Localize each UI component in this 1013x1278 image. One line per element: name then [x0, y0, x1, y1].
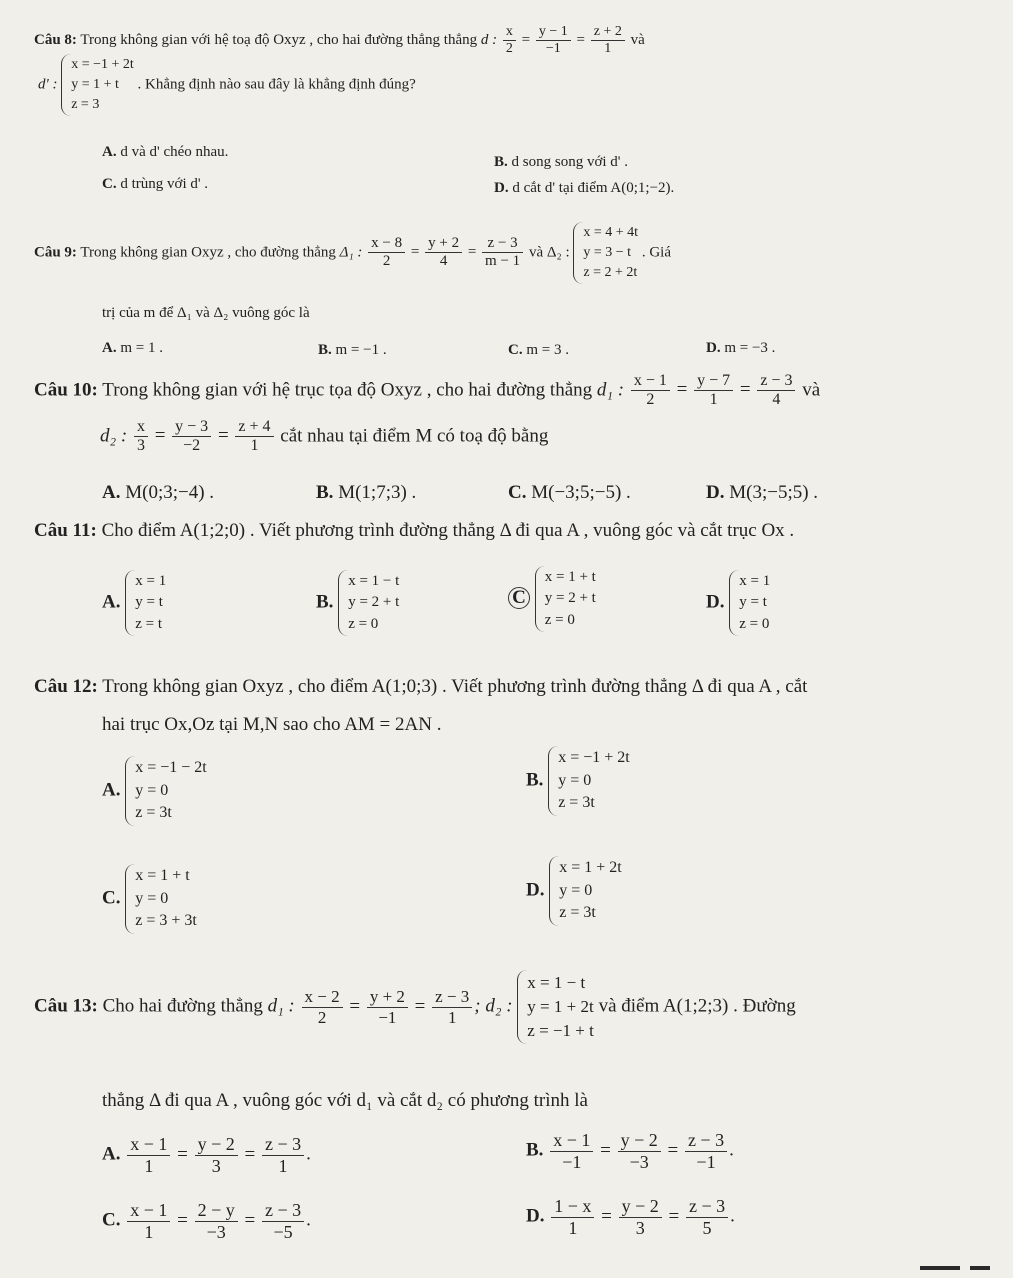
system-row: x = 1 − t — [527, 973, 586, 992]
equals-sign: = — [172, 1209, 193, 1231]
option-label: C. — [102, 1209, 121, 1231]
numerator: y − 2 — [618, 1130, 661, 1152]
line-name: d₂ : — [100, 425, 128, 447]
line-name: d₁ : — [596, 379, 625, 401]
text-line — [34, 24, 645, 57]
numerator: z + 2 — [591, 24, 625, 41]
system-row: z = 3 + 3t — [135, 912, 197, 930]
denominator: 1 — [709, 391, 718, 409]
numerator: x − 1 — [631, 372, 670, 391]
numerator: z − 3 — [432, 987, 472, 1008]
text-line — [34, 372, 820, 410]
text-line — [526, 746, 630, 816]
text-line — [34, 222, 671, 284]
fraction — [619, 1196, 662, 1238]
equals-sign: = — [239, 1143, 260, 1165]
fraction — [368, 235, 405, 271]
system-row: x = 1 + 2t — [559, 859, 622, 876]
question-label: Câu 9: — [34, 244, 77, 261]
fraction — [195, 1200, 238, 1242]
equation-system — [125, 864, 197, 934]
equals-sign: = — [595, 1139, 616, 1161]
numerator: z − 3 — [262, 1134, 304, 1156]
equation-system — [125, 756, 207, 826]
system-row: y = 0 — [135, 889, 169, 907]
numerator: x − 1 — [127, 1134, 170, 1156]
question-text: trị của m để Δ₁ và Δ₂ vuông góc là — [102, 305, 310, 321]
fraction — [432, 987, 472, 1027]
option-label: A. — [102, 779, 121, 801]
line-name: d : — [480, 32, 498, 49]
fraction-equation — [548, 1130, 729, 1172]
text-line — [102, 482, 214, 504]
option-text: m = −3 . — [724, 340, 776, 356]
system-row: x = 1 — [739, 573, 771, 589]
fraction-equation — [132, 418, 276, 455]
equals-sign: = — [239, 1209, 260, 1231]
text: . — [730, 1205, 735, 1227]
equals-sign: = — [213, 425, 234, 447]
option-text: d song song với d' . — [511, 154, 628, 170]
fraction — [551, 1196, 594, 1238]
fraction — [134, 418, 148, 456]
option-label: A. — [102, 591, 121, 613]
text: . Giá — [641, 244, 671, 261]
question-label: Câu 13: — [34, 995, 98, 1017]
denominator: −3 — [206, 1221, 226, 1242]
fraction — [425, 235, 462, 271]
denominator: 1 — [144, 1155, 154, 1176]
text-line — [102, 176, 208, 193]
numerator: x — [503, 24, 516, 41]
fraction-equation — [125, 1134, 306, 1176]
text-line — [102, 340, 163, 357]
option-label: A. — [102, 1143, 121, 1165]
system-row: z = 0 — [348, 615, 379, 632]
system-row: y = 1 + t — [71, 76, 119, 92]
fraction — [550, 1130, 593, 1172]
text-line — [38, 54, 416, 116]
fraction — [685, 1130, 727, 1172]
numerator: y − 3 — [172, 418, 211, 437]
system-row: y = 1 + 2t — [527, 997, 594, 1017]
numerator: z − 3 — [262, 1200, 304, 1222]
numerator: y − 2 — [619, 1196, 662, 1218]
option-label: D. — [526, 879, 545, 901]
line-name: d' : — [38, 76, 58, 93]
line-name: d₁ : — [267, 995, 295, 1017]
option-label: D. — [706, 482, 725, 503]
option-label: B. — [318, 342, 332, 358]
equation-system — [61, 54, 134, 116]
option-label: C. — [102, 887, 121, 909]
text-line — [102, 305, 310, 322]
denominator: 1 — [604, 41, 612, 57]
fraction — [591, 24, 625, 57]
text-line — [102, 864, 197, 934]
system-row: x = −1 + 2t — [71, 57, 134, 72]
numerator: y + 2 — [367, 987, 408, 1008]
numerator: y − 2 — [195, 1134, 238, 1156]
text: và điểm A(1;2;3) . Đường — [598, 995, 796, 1017]
option-label: B. — [316, 591, 334, 613]
option-text: m = 3 . — [526, 342, 569, 358]
system-row: y = 2 + t — [544, 590, 596, 607]
fraction — [536, 24, 571, 57]
question-text: Cho điểm A(1;2;0) . Viết phương trình đường thẳng Δ đi qua A , vuông góc và cắt trục Ox . — [101, 520, 795, 541]
system-row: y = t — [739, 594, 767, 611]
equation-system — [517, 970, 594, 1044]
equals-sign: = — [735, 379, 756, 401]
text-line — [102, 1200, 311, 1242]
text-line — [508, 342, 569, 359]
fraction — [127, 1134, 170, 1176]
system-row: x = 1 — [135, 573, 167, 589]
text-line — [494, 154, 628, 171]
fraction — [757, 372, 795, 410]
numerator: y − 7 — [694, 372, 733, 391]
text-line — [494, 180, 674, 197]
fraction — [367, 987, 408, 1027]
fraction-equation — [549, 1196, 730, 1238]
option-label: D. — [526, 1205, 545, 1227]
system-row: z = 3t — [559, 904, 596, 922]
fraction — [631, 372, 670, 410]
equation-system — [125, 570, 166, 636]
system-row: z = 0 — [739, 615, 770, 632]
text-line — [318, 342, 387, 359]
text-line — [102, 714, 441, 736]
option-label: C. — [508, 482, 527, 503]
option-label: C. — [102, 176, 117, 192]
text-line — [526, 1196, 735, 1238]
system-row: z = 0 — [544, 611, 575, 628]
option-text: M(0;3;−4) . — [125, 482, 215, 503]
text-line — [316, 482, 416, 504]
question-text: Trong không gian Oxyz , cho điểm A(1;0;3) . Viết phương trình đường thẳng Δ đi qua A , cắt — [102, 676, 808, 697]
text-line — [102, 1090, 588, 1112]
fraction — [195, 1134, 238, 1176]
fraction-equation — [125, 1200, 306, 1242]
text-line — [526, 1130, 734, 1172]
fraction — [694, 372, 733, 410]
option-label: C. — [508, 342, 523, 358]
equation-system — [338, 570, 399, 636]
equation-system — [535, 566, 596, 632]
text-line — [102, 570, 166, 636]
numerator: y + 2 — [425, 235, 462, 253]
fraction — [482, 235, 523, 271]
equals-sign: = — [517, 32, 534, 49]
numerator: x − 2 — [302, 987, 343, 1008]
fraction — [618, 1130, 661, 1172]
fraction-equation — [300, 987, 475, 1027]
scan-mark — [920, 1266, 960, 1270]
option-text: M(1;7;3) . — [338, 482, 417, 503]
option-text: d cắt d' tại điểm A(0;1;−2). — [512, 180, 675, 196]
denominator: 2 — [646, 391, 655, 409]
denominator: −1 — [378, 1007, 397, 1027]
fraction — [686, 1196, 728, 1238]
numerator: y − 1 — [536, 24, 571, 41]
equals-sign: = — [149, 425, 171, 447]
option-label: B. — [316, 482, 334, 503]
text-line — [102, 1134, 311, 1176]
system-row: y = 3 − t — [583, 244, 632, 260]
selected-answer-circle: C — [508, 587, 530, 609]
system-row: z = t — [135, 615, 163, 632]
option-label: D. — [494, 180, 509, 196]
system-row: x = 1 − t — [348, 573, 400, 589]
option-text: M(−3;5;−5) . — [531, 482, 631, 503]
denominator: 2 — [505, 41, 513, 57]
system-row: z = −1 + t — [527, 1021, 594, 1041]
equals-sign: = — [662, 1139, 683, 1161]
equals-sign: = — [596, 1205, 617, 1227]
denominator: −3 — [629, 1151, 649, 1172]
equation-system — [729, 570, 770, 636]
equals-sign: = — [407, 244, 424, 261]
system-row: x = 1 + t — [544, 569, 596, 585]
system-row: y = 0 — [558, 771, 592, 789]
numerator: z − 3 — [685, 1130, 727, 1152]
denominator: 3 — [136, 437, 145, 455]
numerator: x − 1 — [127, 1200, 170, 1222]
question-text: . Khẳng định nào sau đây là khẳng định đúng? — [137, 76, 416, 93]
option-label: A. — [102, 482, 121, 503]
denominator: 1 — [278, 1155, 288, 1176]
system-row: y = 0 — [135, 781, 169, 799]
text: . — [306, 1143, 311, 1165]
question-text: Trong không gian Oxyz , cho đường thẳng — [80, 244, 336, 261]
text-line — [100, 418, 548, 456]
text-line — [508, 566, 596, 632]
numerator: x − 1 — [550, 1130, 593, 1152]
system-row: y = 2 + t — [348, 594, 400, 611]
fraction — [302, 987, 343, 1027]
system-row: z = 3t — [135, 804, 172, 822]
denominator: −1 — [562, 1151, 582, 1172]
option-text: m = −1 . — [335, 342, 387, 358]
text-line — [706, 482, 818, 504]
text-line — [706, 570, 770, 636]
fraction — [235, 418, 273, 456]
fraction — [127, 1200, 170, 1242]
equals-sign: = — [663, 1205, 684, 1227]
question-text: Trong không gian với hệ toạ độ Oxyz , cho hai đường thẳng thẳng — [80, 32, 478, 49]
text-line — [102, 756, 207, 826]
numerator: 1 − x — [551, 1196, 594, 1218]
numerator: z − 3 — [686, 1196, 728, 1218]
equals-sign: = — [344, 995, 365, 1017]
text: và — [802, 379, 821, 401]
denominator: −1 — [696, 1151, 716, 1172]
numerator: x − 8 — [368, 235, 405, 253]
fraction-equation — [366, 235, 525, 270]
fraction — [503, 24, 516, 57]
numerator: 2 − y — [195, 1200, 238, 1222]
system-row: z = 3 — [71, 96, 100, 112]
option-label: B. — [494, 154, 508, 170]
system-row: x = −1 + 2t — [558, 749, 630, 766]
denominator: 1 — [568, 1217, 578, 1238]
equation-system — [573, 222, 638, 284]
fraction-equation — [501, 24, 627, 57]
denominator: m − 1 — [485, 253, 521, 270]
text-line — [706, 340, 775, 357]
denominator: 4 — [772, 391, 781, 409]
question-text: thẳng Δ đi qua A , vuông góc với d₁ và cắt d₂ có phương trình là — [102, 1090, 588, 1111]
equals-sign: = — [409, 995, 431, 1017]
text-line — [34, 520, 794, 542]
equals-sign: = — [172, 1143, 193, 1165]
question-label: Câu 12: — [34, 676, 98, 697]
question-text: Cho hai đường thẳng — [102, 995, 263, 1017]
denominator: −2 — [183, 437, 201, 455]
option-text: d trùng với d' . — [120, 176, 209, 192]
system-row: z = 2 + 2t — [583, 264, 638, 280]
equation-system — [548, 746, 630, 816]
denominator: −5 — [273, 1221, 293, 1242]
text-line — [34, 676, 807, 698]
question-text: hai trục Ox,Oz tại M,N sao cho AM = 2AN . — [102, 714, 442, 735]
option-label: A. — [102, 144, 117, 160]
fraction — [262, 1134, 304, 1176]
system-row: y = t — [135, 594, 163, 611]
text-line — [34, 970, 796, 1044]
question-label: Câu 10: — [34, 379, 98, 401]
system-row: x = 1 + t — [135, 867, 190, 884]
denominator: 5 — [702, 1217, 712, 1238]
option-label: B. — [526, 769, 544, 791]
system-row: x = −1 − 2t — [135, 759, 207, 776]
denominator: 3 — [211, 1155, 221, 1176]
question-label: Câu 8: — [34, 32, 77, 49]
option-text: d và d' chéo nhau. — [120, 144, 229, 160]
equation-system — [549, 856, 622, 926]
text-line — [508, 482, 631, 504]
fraction — [172, 418, 211, 456]
equals-sign: = — [572, 32, 589, 49]
denominator: 1 — [447, 1007, 457, 1027]
option-label: D. — [706, 591, 725, 613]
option-text: m = 1 . — [120, 340, 163, 356]
system-row: y = 0 — [559, 881, 593, 899]
text-line — [102, 144, 228, 161]
scan-mark — [970, 1266, 990, 1270]
question-text: cắt nhau tại điểm M có toạ độ bằng — [280, 425, 549, 447]
text: và Δ₂ : — [528, 244, 570, 261]
denominator: 2 — [317, 1007, 327, 1027]
option-text: M(3;−5;5) . — [729, 482, 819, 503]
system-row: x = 4 + 4t — [583, 225, 639, 240]
question-text: Trong không gian với hệ trục tọa độ Oxyz , cho hai đường thẳng — [102, 379, 593, 401]
option-label: A. — [102, 340, 117, 356]
line-name: ; d₂ : — [474, 995, 513, 1017]
numerator: z + 4 — [235, 418, 273, 437]
numerator: z − 3 — [757, 372, 795, 391]
denominator: 1 — [144, 1221, 154, 1242]
option-label: D. — [706, 340, 721, 356]
question-label: Câu 11: — [34, 520, 97, 541]
denominator: −1 — [545, 41, 561, 57]
spacer — [295, 996, 300, 1017]
text: . — [306, 1209, 311, 1231]
fraction — [262, 1200, 304, 1242]
line-name: Δ₁ : — [339, 244, 363, 261]
denominator: 4 — [439, 253, 448, 270]
fraction-equation — [629, 372, 798, 409]
text-line — [526, 856, 622, 926]
numerator: x — [134, 418, 148, 437]
equals-sign: = — [464, 244, 481, 261]
denominator: 1 — [250, 437, 259, 455]
text-line — [316, 570, 399, 636]
equals-sign: = — [671, 379, 693, 401]
text: . — [729, 1139, 734, 1161]
numerator: z − 3 — [482, 235, 523, 253]
option-label: B. — [526, 1139, 544, 1161]
denominator: 2 — [382, 253, 391, 270]
system-row: z = 3t — [558, 794, 595, 812]
text: và — [630, 32, 645, 49]
denominator: 3 — [635, 1217, 645, 1238]
